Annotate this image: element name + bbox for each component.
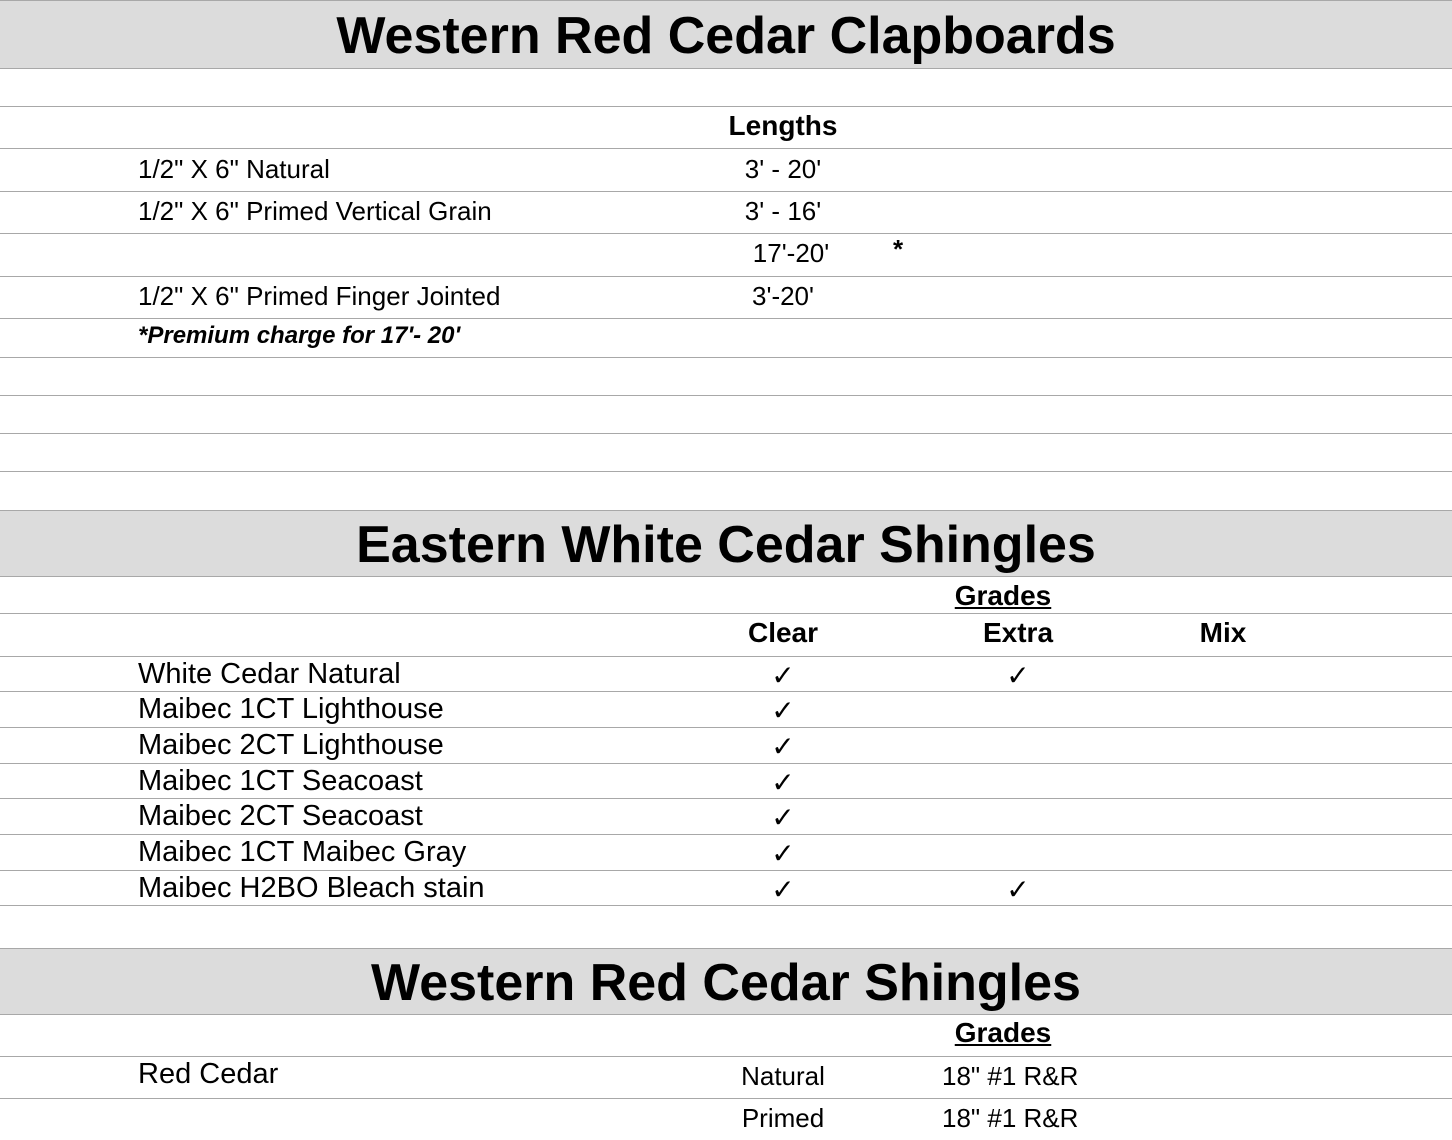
grade-columns-row <box>0 614 1452 657</box>
white-cedar-title: Eastern White Cedar Shingles <box>356 516 1096 574</box>
grades-header-row <box>0 577 1452 614</box>
check-icon: ✓ <box>771 767 795 798</box>
shingle-item: Maibec 1CT Maibec Gray <box>138 836 467 868</box>
shingle-item: Maibec 1CT Lighthouse <box>138 693 444 725</box>
column-extra: Extra <box>982 617 1054 648</box>
blank-row <box>0 69 1452 107</box>
red-cedar-title: Western Red Cedar Shingles <box>371 954 1081 1012</box>
clapboards-title: Western Red Cedar Clapboards <box>336 7 1116 65</box>
table-row <box>0 764 1452 799</box>
clapboard-item: 1/2" X 6" Primed Vertical Grain <box>138 196 492 226</box>
check-icon: ✓ <box>771 802 795 833</box>
grades-header-row <box>0 1015 1452 1057</box>
clapboard-length: 3' - 20' <box>744 154 822 184</box>
lengths-header: Lengths <box>728 110 838 141</box>
table-row <box>0 799 1452 835</box>
table-row <box>0 1099 1452 1140</box>
shingle-item: Maibec 1CT Seacoast <box>138 765 423 797</box>
clapboard-length: 17'-20' <box>752 238 830 268</box>
table-row <box>0 277 1452 319</box>
column-mix: Mix <box>1199 617 1247 648</box>
column-clear: Clear <box>747 617 819 648</box>
red-cedar-item: Red Cedar <box>138 1058 279 1090</box>
table-row <box>0 234 1452 277</box>
check-icon: ✓ <box>771 731 795 762</box>
table-row <box>0 692 1452 728</box>
clapboard-length: 3'-20' <box>752 281 814 311</box>
clapboard-length: 3' - 16' <box>744 196 822 226</box>
shingle-item: White Cedar Natural <box>138 658 401 690</box>
red-cedar-grade: 18" #1 R&R <box>942 1103 1079 1133</box>
table-row <box>0 657 1452 692</box>
blank-row <box>0 906 1452 948</box>
grades-header: Grades <box>954 1017 1052 1048</box>
blank-row <box>0 358 1452 396</box>
grades-header: Grades <box>954 580 1052 611</box>
shingle-item: Maibec H2BO Bleach stain <box>138 872 485 904</box>
table-row <box>0 149 1452 192</box>
check-icon: ✓ <box>771 874 795 905</box>
check-icon: ✓ <box>771 660 795 691</box>
clapboard-item: 1/2" X 6" Primed Finger Jointed <box>138 281 501 311</box>
note-row <box>0 319 1452 358</box>
red-cedar-finish: Primed <box>741 1103 825 1133</box>
shingle-item: Maibec 2CT Lighthouse <box>138 729 444 761</box>
table-row <box>0 871 1452 906</box>
blank-row <box>0 396 1452 434</box>
premium-asterisk: * <box>893 234 904 264</box>
blank-row <box>0 434 1452 472</box>
check-icon: ✓ <box>1006 660 1030 691</box>
check-icon: ✓ <box>771 695 795 726</box>
table-row <box>0 1057 1452 1099</box>
shingle-item: Maibec 2CT Seacoast <box>138 800 423 832</box>
table-row <box>0 728 1452 764</box>
red-cedar-finish: Natural <box>741 1061 825 1091</box>
check-icon: ✓ <box>1006 874 1030 905</box>
check-icon: ✓ <box>771 838 795 869</box>
table-row <box>0 835 1452 871</box>
red-cedar-grade: 18" #1 R&R <box>942 1061 1079 1091</box>
blank-row <box>0 472 1452 510</box>
premium-note: *Premium charge for 17'- 20' <box>138 322 461 349</box>
clapboard-item: 1/2" X 6" Natural <box>138 154 330 184</box>
clapboards-header-row <box>0 107 1452 149</box>
table-row <box>0 192 1452 234</box>
